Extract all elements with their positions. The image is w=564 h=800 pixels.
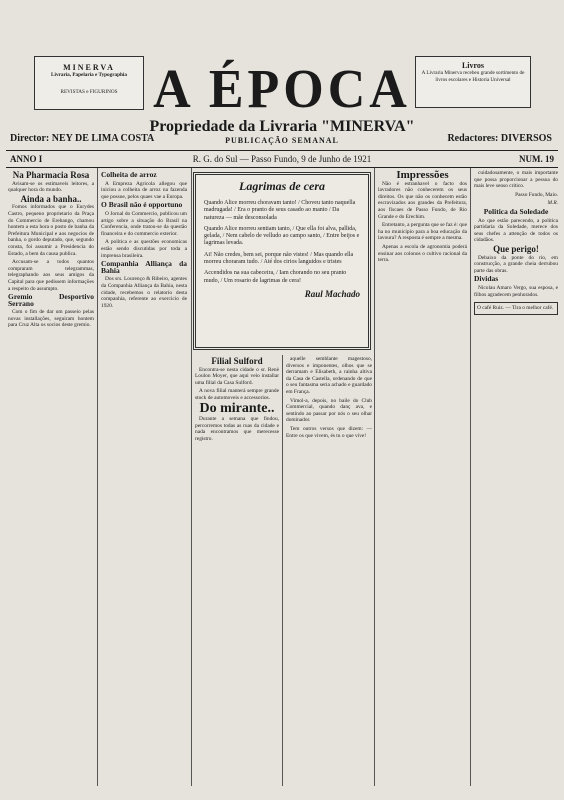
masthead-title: A ÉPOCA [153,59,411,120]
article-heading: Companhia Alliança da Bahia [101,259,187,275]
article-heading: O Brasil não é opportuno [101,200,183,210]
article-text: Ao que estão parecendo, a politica partidaria da Soledade, merece dos seus chefes a attenção de todos os cidadãos. [474,217,558,244]
article-text: Durante a semana que findou, percorremos todas as ruas da cidade e nada encontramos que merecesse registro. [195,416,279,442]
masthead-subtitle: Propriedade da Livraria "MINERVA" [149,118,415,135]
column-divider [97,168,98,786]
column-4 [286,356,372,441]
minerva-ad-line2: REVISTAS e FIGURINOS [60,88,118,95]
poem-stanza: Accendidos na sua cabeceira, / Iam chorando no seu pranto mudo, / Um rosario de lagrimas de cera! [204,270,347,284]
livros-ad-text: A Livraria Minerva recebeu grande sortimento de livros escolares e Historia Universal [421,70,525,83]
poem-signature: Raul Machado [304,288,360,299]
column-5 [378,170,467,266]
poem-stanza: Quando Alice morreu choravam tanto! / Choveu tanto naquella madrugada! / Era o pranto de seus casado ao manto / Da natureza — mãe desconsolada [204,200,356,221]
article-heading: Colheita de arroz [101,170,157,179]
minerva-ad-line1: Livraria, Papelaria e Typographia [51,72,127,78]
article-text: A nova filial manterá sempre grande stock de automoveis e accessorios. [195,388,279,401]
article-text: Entretanto, a pergunta que se faz é: que ha no municipio para a boa educação da lavoura? A resposta é sempre a mesma. [378,222,467,242]
article-text: aquelle semblante magestoso, diversos e imponentes, olhos que se derramam e Elisabeth, a rainha altiva da Casa de Castella, ordenando de que o seu fantasma seria achado e guardado em França. [286,356,372,395]
publication-frequency: PUBLICAÇÃO SEMANAL [225,136,339,145]
article-text: A Empreza Agricola allegou que iniciou a colheita de arroz na fazenda que possue, pelos quaes vae a Europa. [101,180,187,200]
article-heading: Ainda a banha.. [20,193,82,204]
article-text: Apenas a escola de agronomia poderá ensinar aos colonos o cultivo racional da terra. [378,243,467,264]
year-label: ANNO I [10,154,43,164]
article-heading: Na Pharmacia Rosa [12,170,90,180]
poem-title: Lagrimas de cera [239,179,325,193]
article-text: Com o fim de dar um passeio pelas novas installações, seguiram hontem para Cruz Alta os socios deste gremio. [8,309,94,329]
column-divider [470,168,471,786]
place-date: R. G. do Sul — Passo Fundo, 9 de Junho de 1921 [192,154,372,164]
article-text: Dos srs. Lourenço & Ribeiro, agentes da Companhia Alliança da Bahia, nesta cidade, recebemos o relatorio desta companhia, referente ao exercicio de 1920. [101,276,187,309]
article-text: Debaixo da ponte do rio, em construcção, a grande cheia derrubou parte das obras. [474,254,558,274]
article-heading: Gremio Desportivo Serrano [8,292,94,308]
article-text: Fomos informados que o Eurydes Castro, pequeno proprietario da Praça do Commercio de Erebango, chamou hontem a esta hora o posto de banha da Prefeitura Municipal e aos negocios de banha, o gordo deputado, que, segundo consta, foi assumir a Presidencia do Estado, a bem da causa publica. [8,204,94,257]
column-6 [474,170,558,315]
column-divider [374,168,375,786]
article-text: Avisam-se os estimaveis leitores, a qualquer hora do mundo. [8,180,94,194]
column-divider [282,355,283,786]
article-text: Vimol-a, depois, no baile do Club Commercial, quando danç ava, e sentindo ao passar por nós o seu olhar dominador. [286,397,372,424]
director-credit: Director: NEY DE LIMA COSTA [10,133,155,144]
poem-box [193,172,371,350]
poem-stanza: Quando Alice morreu sentiam tanto, / Que ella foi alva, pallida, gelada, / Nem cabelo de velludo ao campo santo, / Entre beijos e lagrimas levada. [204,225,360,247]
article-text: cuidadosamente, o mais importante que possa proporcionar a pessoa do mais leve senso critico. [474,170,558,190]
initials: M.R. [547,200,558,207]
top-rule [6,150,558,151]
article-heading: Impressões [396,169,449,181]
article-heading: Politica da Soledade [483,206,549,216]
livros-ad-title: Livros [461,61,485,70]
article-text: Nicolau Amaro Vergo, sua esposa, e filhos agradecem penhorados. [474,284,558,298]
dateline-bottom-rule [6,167,558,168]
article-text: Tem outros versos que dizem: — Entre os que vivem, és tu o que vive! [286,425,372,439]
article-text: Não é estranhavel o facto dos lavradores não conhecerem os seus direitos. Os que não os conhecem estão escravizados aos grandes da Prefeitura, aos fiscaes de Passo Fundo, de Rio Grande e do Erechim. [378,180,467,220]
column-3 [195,356,279,445]
article-text: Accusam-se a todos quantos compraram telegrammas, telegraphando aos seus amigos da Capital para que pedissem informações a respeito do assumpto. [8,259,94,292]
cafe-ad: O café Ruiz. — Tira o melhor café. [474,302,558,315]
column-2 [101,170,187,311]
signoff: Passo Fundo, Maio. [515,191,558,198]
article-text: Encontra-se nesta cidade o sr. Renè Loulon Moyer, que aqui veio installar uma filial da Casa Sulford. [195,366,279,386]
article-heading: Dividas [474,274,499,284]
poem-stanza: Ai! Não credes, bem sei, porque não vistes! / Mas quando ella morreu choraram tudo. / Até dos cirios languidos e tristes [204,251,354,266]
dateline-bar [6,152,558,166]
minerva-ad-title: MINERVA [63,63,115,72]
article-text: O Jornal do Commercio, publicou um artigo sobre a situação do Brasil na Conferencia, onde tratou-se da questão financeira e do commercio exterior. [101,210,187,237]
article-heading: Do mirante.. [199,400,275,416]
article-heading: Que perigo! [493,243,539,254]
article-text: A politica e as questões economicas estão sendo discutidas por toda a imprensa brasileira. [101,239,187,259]
article-heading: Filial Sulford [211,356,263,366]
issue-number: NUM. 19 [519,154,554,164]
editors-credit: Redactores: DIVERSOS [447,133,552,144]
column-divider [191,168,192,786]
column-1 [8,170,94,331]
